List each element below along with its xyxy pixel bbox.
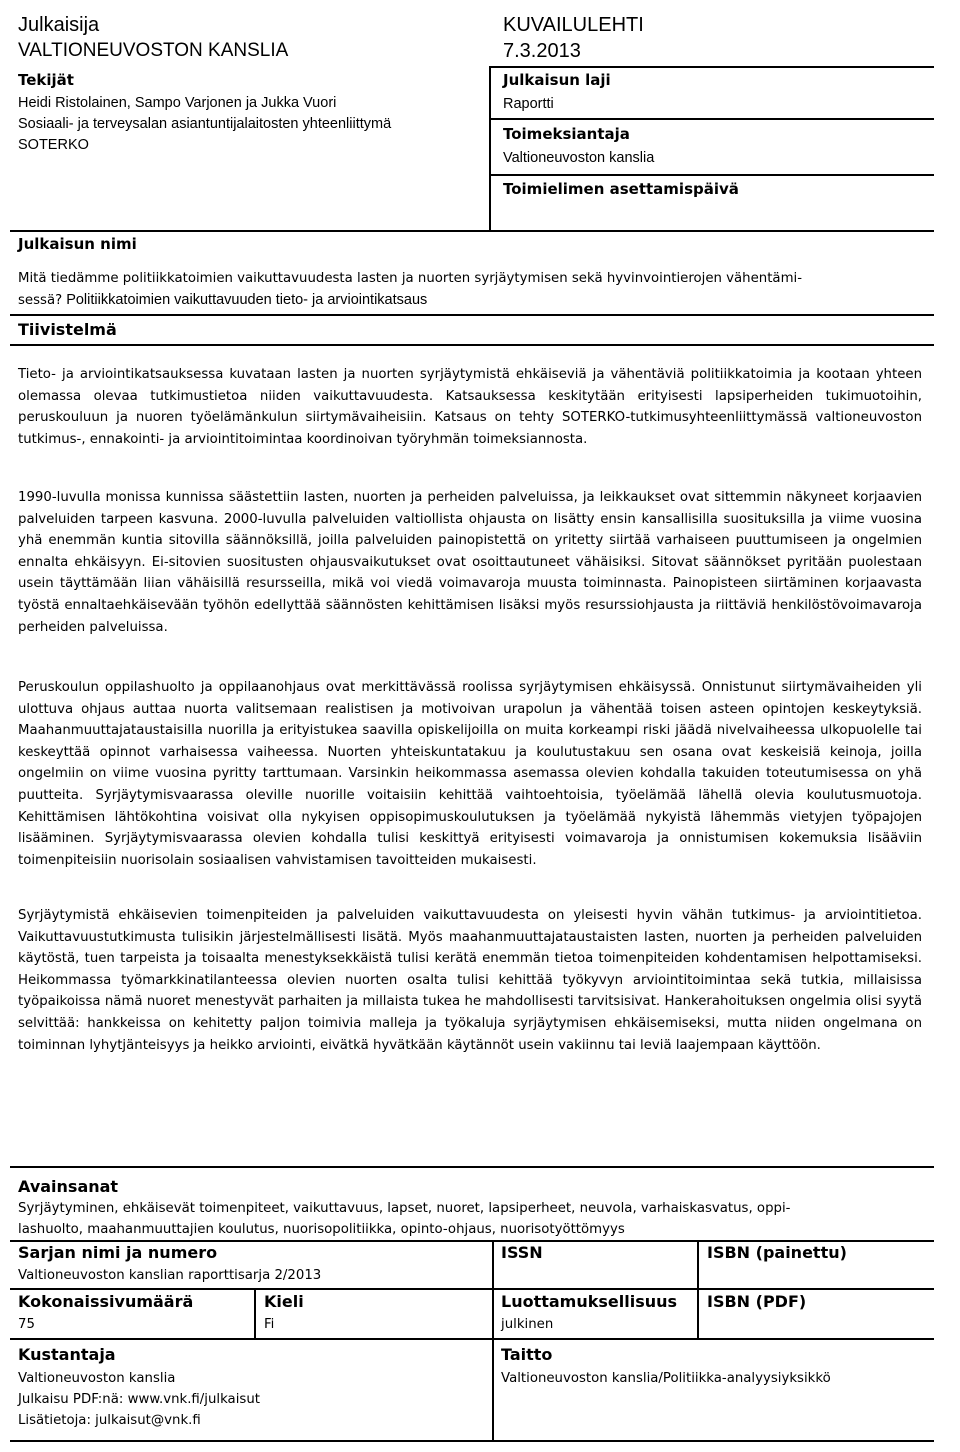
series-label: Sarjan nimi ja numero xyxy=(18,1243,218,1262)
layout-label: Taitto xyxy=(501,1345,553,1364)
publication-name-label: Julkaisun nimi xyxy=(18,235,137,253)
commissioner-rule xyxy=(489,174,934,176)
distributor-value: Valtioneuvoston kanslia xyxy=(18,1371,176,1386)
summary-paragraph-2: 1990-luvulla monissa kunnissa säästettiin lasten, nuorten ja perheiden palveluissa, ja leikkaukset ovat sittemmin näkyneet korjaavien palveluiden tarpeen kasvuna. 2000-luvulla palveluiden valtiollista ohjausta on lisätty ensin kansallisilla suosituksilla ja viime vuosina yhä enemmän kuntia sitovilla säännöksillä, joilla palveluiden painopistettä on yritetty siirtää varhaiseen puuttumiseen ja ongelmien ennalta ehkäisyyn. Ei-sitovien suositusten ohjausvaikutukset ovat osoittautuneet vähäisiksi. Sitovat säännökset pyritään puolestaan usein täyttämään liian vähäisillä resursseilla, mikä voi viedä voimavaroja muusta toiminnasta. Painopisteen siirtäminen korjaavasta työstä ennaltaehkäisevään työhön edellyttää säännösten kehittämisen lisäksi myös resurssiohjausta ja riittäviä henkilöstövoimavaroja perheiden palveluissa. xyxy=(18,490,922,635)
header-bottom-rule xyxy=(10,230,934,232)
distributor-label: Kustantaja xyxy=(18,1345,116,1364)
pub-type-label: Julkaisun laji xyxy=(503,71,611,89)
isbn-pdf-label: ISBN (PDF) xyxy=(707,1292,807,1311)
footer-isbn-divider xyxy=(697,1240,699,1338)
language-value: Fi xyxy=(264,1317,275,1332)
pages-value: 75 xyxy=(18,1317,35,1332)
footer-center-divider xyxy=(492,1240,494,1440)
issn-label: ISSN xyxy=(501,1243,543,1262)
footer-pages-divider xyxy=(254,1288,256,1338)
keywords-label: Avainsanat xyxy=(18,1177,119,1196)
authors-organization-abbr: SOTERKO xyxy=(18,137,89,153)
layout-value: Valtioneuvoston kanslia/Politiikka-analyysiyksikkö xyxy=(501,1371,831,1386)
summary-label: Tiivistelmä xyxy=(18,320,117,339)
pub-type-value: Raportti xyxy=(503,96,554,112)
date-underline xyxy=(489,66,934,68)
series-value: Valtioneuvoston kanslian raporttisarja 2/2013 xyxy=(18,1268,322,1283)
series-rule xyxy=(10,1288,934,1290)
publication-title-line2 xyxy=(18,289,427,311)
publisher-label: Julkaisija xyxy=(18,14,100,36)
authors-label: Tekijät xyxy=(18,71,74,89)
publication-subtitle: Politiikkatoimien vaikuttavuuden tieto- ja arviointikatsaus xyxy=(62,292,428,308)
pages-label: Kokonaissivumäärä xyxy=(18,1292,194,1311)
summary-paragraph-3: Peruskoulun oppilashuolto ja oppilaanohjaus ovat merkittävässä roolissa syrjäytymisen ehkäisyssä. Onnistunut siirtymävaiheiden yli ulottuva ohjaus auttaa nuorta valitsemaan realistisen ja motivoivan urapolun ja vähentää toisen asteen opintojen keskeytyksiä. Maahanmuuttajataustaisilla nuorilla ja erityistukea saavilla opiskelijoilla on muita korkeampi riski jäädä nivelvaiheessa ulkopuolelle tai keskeyttää opinnot varhaisessa vaiheessa. Nuorten yhteiskuntatakuu ja koulutustakuu sen osana ovat keskeisiä keinoja, joilla ongelmiin on viime vuosina pyritty tarttumaan. Varsinkin heikommassa asemassa olevien kohdalla takuiden toteutumisessa on yhä puutteita. Syrjäytymisvaarassa oleville nuorille voitaisiin kehittää vaihtoehtoisia, työelämää lähellä olevia koulutusmuotoja. Kehittämisen lähtökohtina voisivat olla nykyisen oppisopimuskoulutuksen ja työelämää nykyistä lähemmäs vietyjen työpajojen lisääminen. Syrjäytymisvaarassa olevien kohdalla tulisi keskittyä erityisesti voimavaroja ja onnistumisen kokemuksia lisääviin toimenpiteisiin nuorisolain sosiaalisen vahvistamisen tavoitteiden mukaisesti. xyxy=(18,680,922,868)
isbn-print-label: ISBN (painettu) xyxy=(707,1243,847,1262)
pdf-link-line: Julkaisu PDF:nä: www.vnk.fi/julkaisut xyxy=(18,1392,260,1407)
commissioner-value: Valtioneuvoston kanslia xyxy=(503,150,655,166)
document-date: 7.3.2013 xyxy=(503,40,581,62)
header-column-divider xyxy=(489,66,491,231)
summary-paragraph-4: Syrjäytymistä ehkäisevien toimenpiteiden ja palveluiden vaikuttavuudesta on yleisesti hyvin vähän tutkimus- ja arviointitietoa. Vaikuttavuustutkimusta tulisikin järjestelmällisesti lisätä. Myös maahanmuuttajataustaisten lasten, nuorten ja perheiden palveluiden käytöstä, tuen tarpeista ja toisaalta menestyksekkäistä tulisi kerätä enemmän tietoa toimenpiteiden kohdentamisen helpottamiseksi. Heikommassa työmarkkinatilanteessa olevien nuorten osalta tulisi kehittää työkyvyn arviointitoimintaa sekä tutkia, millaisissa työpaikoissa nämä nuoret menestyvät parhaiten ja millaista tukea he mahdollisesti tarvitsisivat. Hankerahoituksen ongelmia olisi syytä selvittää: hankkeissa on kehitetty paljon toimivia malleja ja työkaluja syrjäytymisen ehkäisemiseksi, mutta niiden ongelmana on toiminnan lyhytjänteisyys ja heikko arviointi, eivätkä hyvätkään käytännöt usein vakiinnu tai leviä laajempaan käyttöön. xyxy=(18,908,922,1053)
keywords-line1: Syrjäytyminen, ehkäisevät toimenpiteet, vaikuttavuus, lapset, nuoret, lapsiperheet, neuvola, varhaiskasvatus, oppi- xyxy=(18,1201,791,1216)
setup-date-label: Toimielimen asettamispäivä xyxy=(503,180,739,198)
pub-type-rule xyxy=(489,118,934,120)
footer-top-rule xyxy=(10,1166,934,1168)
publisher-name: VALTIONEUVOSTON KANSLIA xyxy=(18,40,289,61)
document-type: KUVAILULEHTI xyxy=(503,14,644,36)
pages-rule xyxy=(10,1338,934,1340)
title-section-rule xyxy=(10,314,934,316)
summary-label-rule xyxy=(10,344,934,346)
confidentiality-value: julkinen xyxy=(501,1317,554,1332)
commissioner-label: Toimeksiantaja xyxy=(503,125,630,143)
confidentiality-label: Luottamuksellisuus xyxy=(501,1292,678,1311)
keywords-rule xyxy=(10,1240,934,1242)
language-label: Kieli xyxy=(264,1292,304,1311)
keywords-line2: lashuolto, maahanmuuttajien koulutus, nuorisopolitiikka, opinto-ohjaus, nuorisotyöttömyys xyxy=(18,1222,625,1237)
info-email-line: Lisätietoja: julkaisut@vnk.fi xyxy=(18,1413,201,1428)
authors-names: Heidi Ristolainen, Sampo Varjonen ja Jukka Vuori xyxy=(18,95,337,111)
publication-title-part: sessä? xyxy=(18,293,63,308)
publication-title-line1: Mitä tiedämme politiikkatoimien vaikuttavuudesta lasten ja nuorten syrjäytymisen sekä hyvinvointierojen vähentämi- xyxy=(18,271,803,286)
summary-paragraph-1: Tieto- ja arviointikatsauksessa kuvataan lasten ja nuorten syrjäytymistä ehkäiseviä ja vähentäviä politiikkatoimia ja kootaan yhteen olemassa olevaa tutkimustietoa niiden vaikuttavuudesta. Katsauksessa keskitytään erityisesti lapsiperheiden tukimuotoihin, peruskouluun ja nuoren työelämänkulun siirtymävaiheisiin. Katsaus on tehty SOTERKO-tutkimusyhteenliittymässä valtioneuvoston tutkimus-, ennakointi- ja arviointitoimintaa koordinoivan työryhmän toimeksiannosta. xyxy=(18,367,922,447)
authors-organization: Sosiaali- ja terveysalan asiantuntijalaitosten yhteenliittymä xyxy=(18,116,392,132)
footer-bottom-rule xyxy=(10,1440,934,1442)
